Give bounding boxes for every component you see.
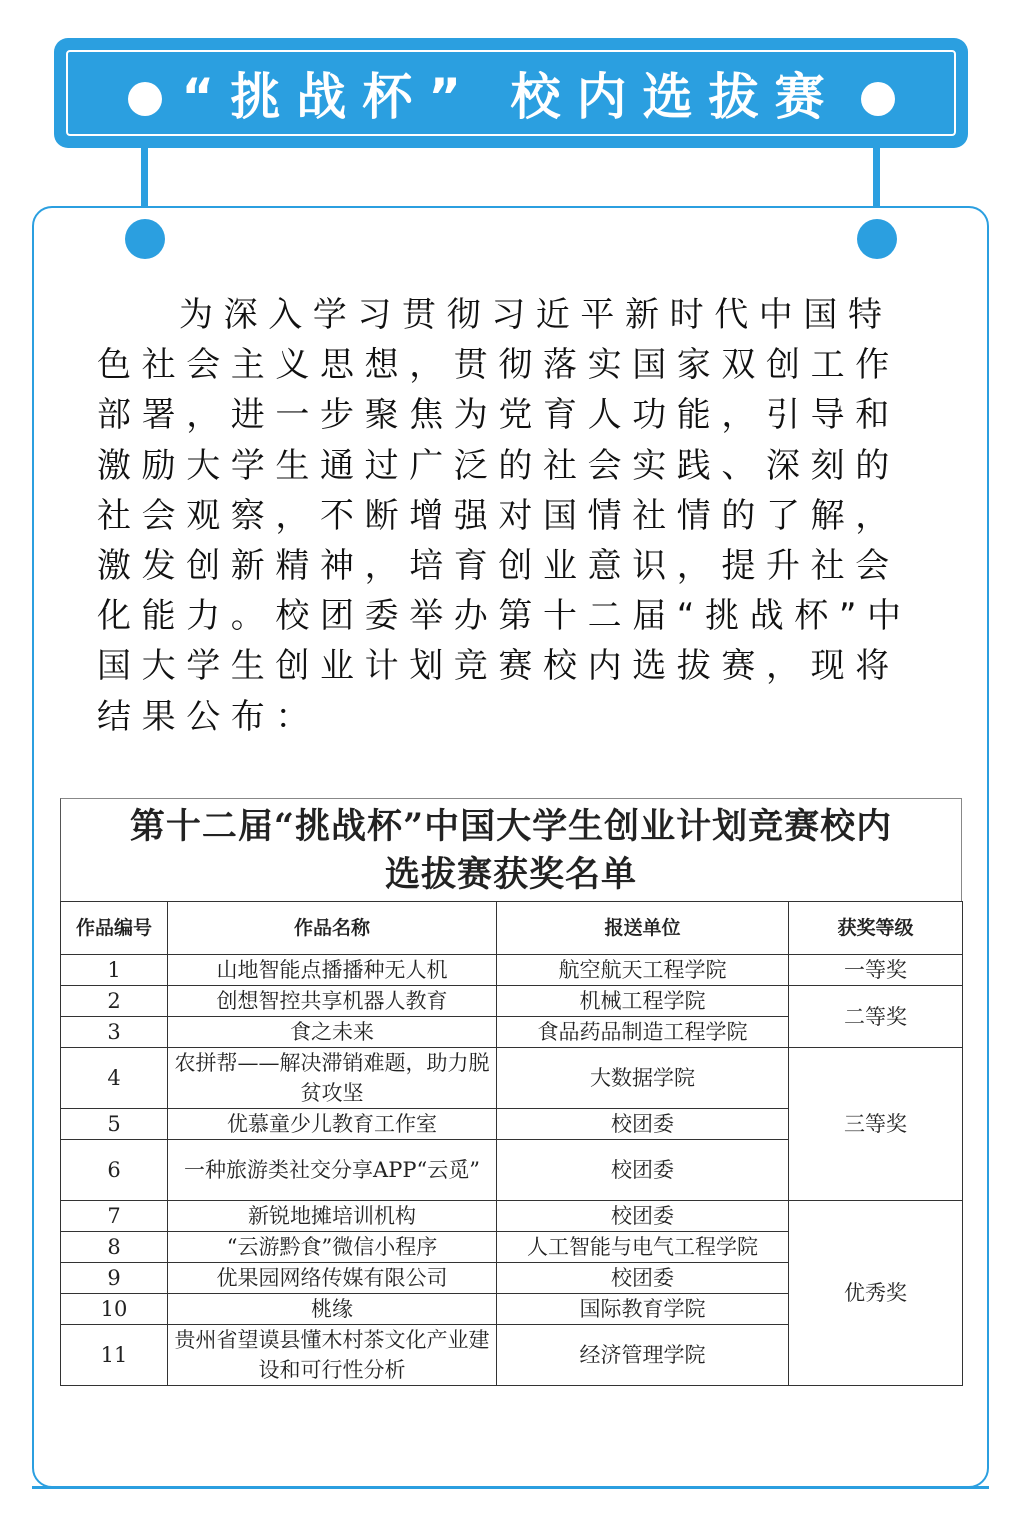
left-pin-dot — [125, 219, 165, 259]
cell-unit: 大数据学院 — [497, 1048, 789, 1109]
intro-paragraph: 为深入学习贯彻习近平新时代中国特色社会主义思想，贯彻落实国家双创工作部署，进一步聚焦为党育人功能，引导和激励大学生通过广泛的社会实践、深刻的社会观察，不断增强对国情社情的了解，激发创新精神，培育创业意识，提升社会化能力。校团委举办第十二届“挑战杯”中国大学生创业计划竞赛校内选拔赛，现将结果公布： — [97, 295, 912, 737]
header-no: 作品编号 — [61, 902, 168, 955]
banner-title: “挑战杯” 校内选拔赛 — [181, 68, 841, 126]
award-list — [60, 901, 963, 1386]
table-row — [61, 955, 963, 986]
header-award: 获奖等级 — [789, 902, 963, 955]
cell-unit: 食品药品制造工程学院 — [497, 1017, 789, 1048]
cell-name: 优果园网络传媒有限公司 — [168, 1263, 497, 1294]
cell-unit: 人工智能与电气工程学院 — [497, 1232, 789, 1263]
cell-no: 11 — [61, 1325, 168, 1386]
table-row — [61, 986, 963, 1017]
title-banner-frame — [66, 50, 956, 136]
cell-unit: 经济管理学院 — [497, 1325, 789, 1386]
cell-unit: 校团委 — [497, 1140, 789, 1201]
cell-no: 6 — [61, 1140, 168, 1201]
cell-award-third: 三等奖 — [789, 1048, 963, 1201]
cell-unit: 机械工程学院 — [497, 986, 789, 1017]
cell-name: 食之未来 — [168, 1017, 497, 1048]
banner-left-dot — [128, 82, 162, 116]
cell-no: 4 — [61, 1048, 168, 1109]
header-unit: 报送单位 — [497, 902, 789, 955]
cell-no: 5 — [61, 1109, 168, 1140]
cell-name: 新锐地摊培训机构 — [168, 1201, 497, 1232]
cell-no: 1 — [61, 955, 168, 986]
cell-name: “云游黔食”微信小程序 — [168, 1232, 497, 1263]
cell-unit: 校团委 — [497, 1109, 789, 1140]
cell-no: 3 — [61, 1017, 168, 1048]
cell-no: 7 — [61, 1201, 168, 1232]
header-name: 作品名称 — [168, 902, 497, 955]
cell-name: 山地智能点播播种无人机 — [168, 955, 497, 986]
cell-unit: 校团委 — [497, 1201, 789, 1232]
cell-name: 创想智控共享机器人教育 — [168, 986, 497, 1017]
cell-unit: 校团委 — [497, 1263, 789, 1294]
table-header-row — [61, 902, 963, 955]
cell-no: 10 — [61, 1294, 168, 1325]
award-table — [60, 798, 962, 1386]
cell-no: 9 — [61, 1263, 168, 1294]
cell-award-first: 一等奖 — [789, 955, 963, 986]
banner-right-dot — [861, 82, 895, 116]
cell-award-excellent: 优秀奖 — [789, 1201, 963, 1386]
cell-name: 优慕童少儿教育工作室 — [168, 1109, 497, 1140]
cell-no: 8 — [61, 1232, 168, 1263]
right-pin-dot — [857, 219, 897, 259]
cell-unit: 国际教育学院 — [497, 1294, 789, 1325]
cell-name: 农拼帮——解决滞销难题，助力脱贫攻坚 — [168, 1048, 497, 1109]
cell-name: 一种旅游类社交分享APP“云觅” — [168, 1140, 497, 1201]
cell-no: 2 — [61, 986, 168, 1017]
cell-name: 贵州省望谟县懂木村茶文化产业建设和可行性分析 — [168, 1325, 497, 1386]
table-title-line1: 第十二届“挑战杯”中国大学生创业计划竞赛校内 — [129, 806, 893, 847]
bottom-divider — [32, 1486, 989, 1489]
cell-name: 桃缘 — [168, 1294, 497, 1325]
table-title — [60, 798, 962, 901]
cell-unit: 航空航天工程学院 — [497, 955, 789, 986]
table-title-line2: 选拔赛获奖名单 — [384, 854, 637, 895]
table-row — [61, 1201, 963, 1232]
cell-award-second: 二等奖 — [789, 986, 963, 1048]
table-row — [61, 1048, 963, 1109]
